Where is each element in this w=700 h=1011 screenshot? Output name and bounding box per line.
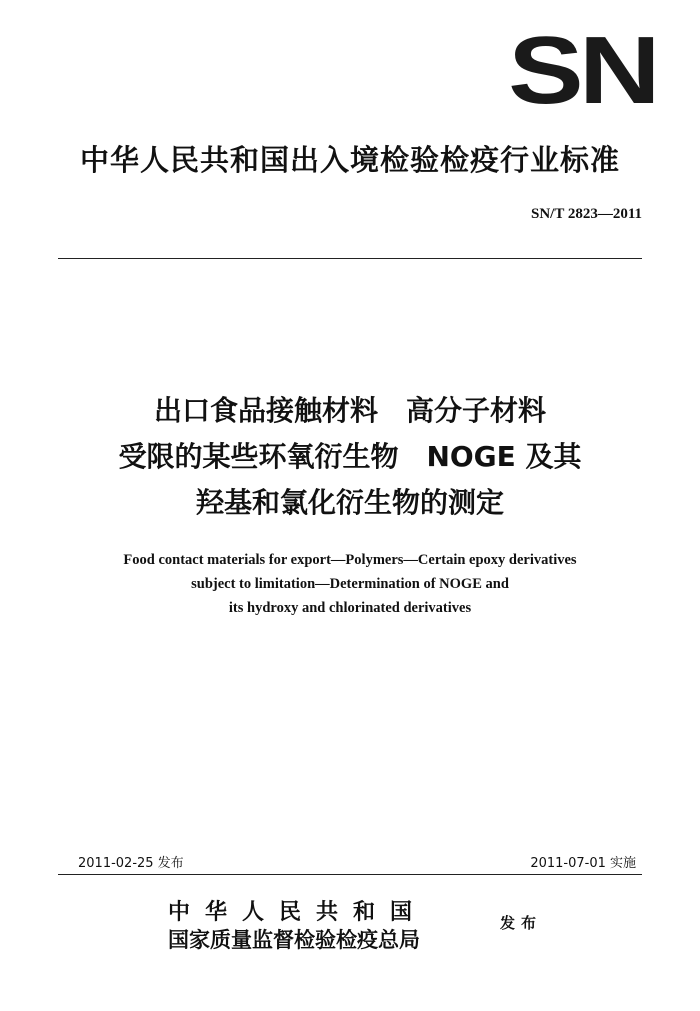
- english-title-line-1: Food contact materials for export—Polymers—Certain epoxy derivatives: [123, 552, 577, 568]
- top-divider: [58, 258, 642, 259]
- implement-date: 2011-07-01 实施: [530, 856, 636, 871]
- english-title-line-2: subject to limitation—Determination of NOGE and: [191, 576, 509, 592]
- issue-date: 2011-02-25 发布: [78, 856, 184, 871]
- chinese-title-line-1: 出口食品接触材料 高分子材料: [153, 394, 546, 427]
- english-title-line-3: its hydroxy and chlorinated derivatives: [228, 600, 472, 616]
- issue-label: 发布: [500, 914, 543, 932]
- chinese-title-line-3: 羟基和氯化衍生物的测定: [195, 486, 504, 519]
- standard-title: 中华人民共和国出入境检验检疫行业标准: [79, 143, 620, 177]
- sn-logo: SN: [508, 17, 656, 124]
- issuer-line-2: 国家质量监督检验检疫总局: [168, 927, 420, 952]
- standard-code: SN/T 2823—2011: [531, 206, 642, 222]
- english-title: [60, 548, 640, 620]
- bottom-divider: [58, 874, 642, 875]
- chinese-title-line-2: 受限的某些环氧衍生物 NOGE 及其: [118, 440, 582, 473]
- chinese-title: [60, 388, 640, 526]
- issuing-authority: [168, 898, 427, 954]
- issuer-line-1: 中华人民共和国: [168, 899, 428, 925]
